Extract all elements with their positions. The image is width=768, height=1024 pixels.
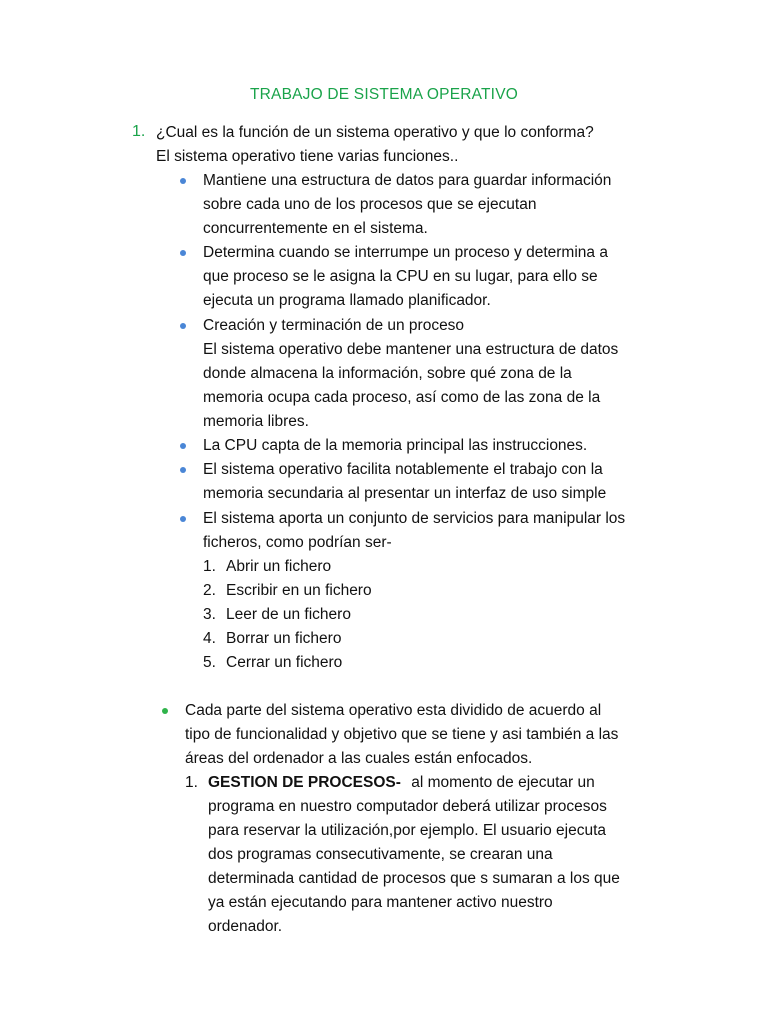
gestion-line: ordenador. <box>208 918 283 935</box>
bullet-5-line-2: memoria secundaria al presentar un interfaz de uso simple <box>203 485 607 502</box>
bullet-2-line-1: Determina cuando se interrumpe un proceso y determina a <box>203 244 608 261</box>
file-op-text: Cerrar un fichero <box>226 654 343 671</box>
bullet-dot <box>180 516 186 522</box>
file-op-text: Escribir en un fichero <box>226 582 372 599</box>
file-op-number: 1. <box>203 558 216 575</box>
bullet-dot <box>180 467 186 473</box>
question-number: 1. <box>132 123 146 140</box>
bullet-3-line-5: memoria libres. <box>203 413 309 430</box>
bullet-1-line-2: sobre cada uno de los procesos que se ejecutan <box>203 196 537 213</box>
gestion-line: programa en nuestro computador deberá utilizar procesos <box>208 798 607 815</box>
bullet-3-line-1: Creación y terminación de un proceso <box>203 317 465 334</box>
file-op-number: 3. <box>203 606 216 623</box>
gestion-line: dos programas consecutivamente, se crearan una <box>208 846 553 863</box>
part-bullet-line-1: Cada parte del sistema operativo esta dividido de acuerdo al <box>185 702 602 719</box>
bullet-dot <box>180 178 186 184</box>
file-op-text: Leer de un fichero <box>226 606 351 623</box>
file-op-number: 5. <box>203 654 216 671</box>
question-intro: El sistema operativo tiene varias funciones.. <box>156 148 459 165</box>
bullet-dot <box>180 443 186 449</box>
file-op-text: Abrir un fichero <box>226 558 332 575</box>
bullet-6-line-1: El sistema aporta un conjunto de servicios para manipular los <box>203 510 626 527</box>
gestion-line: determinada cantidad de procesos que s sumaran a los que <box>208 870 620 887</box>
file-op-text: Borrar un fichero <box>226 630 342 647</box>
bullet-4-line-1: La CPU capta de la memoria principal las instrucciones. <box>203 437 588 454</box>
bullet-dot <box>180 250 186 256</box>
file-op-number: 2. <box>203 582 216 599</box>
gestion-number: 1. <box>185 774 198 791</box>
bullet-5-line-1: El sistema operativo facilita notablemente el trabajo con la <box>203 461 603 478</box>
bullet-1-line-1: Mantiene una estructura de datos para guardar información <box>203 172 612 189</box>
gestion-heading: GESTION DE PROCESOS- <box>208 774 401 791</box>
bullet-2-line-2: que proceso se le asigna la CPU en su lugar, para ello se <box>203 268 598 285</box>
document-title: TRABAJO DE SISTEMA OPERATIVO <box>249 86 518 103</box>
gestion-first-line-rest: al momento de ejecutar un <box>411 774 595 791</box>
gestion-line: ya están ejecutando para mantener activo nuestro <box>208 894 553 911</box>
bullet-1-line-3: concurrentemente en el sistema. <box>203 220 428 237</box>
gestion-first-line <box>208 771 595 795</box>
question-text: ¿Cual es la función de un sistema operativo y que lo conforma? <box>156 124 594 141</box>
bullet-6-line-2: ficheros, como podrían ser- <box>203 534 392 551</box>
part-bullet-line-3: áreas del ordenador a las cuales están enfocados. <box>185 750 533 767</box>
bullet-3-line-2: El sistema operativo debe mantener una estructura de datos <box>203 341 619 358</box>
bullet-3-line-4: memoria ocupa cada proceso, así como de las zona de la <box>203 389 601 406</box>
gestion-line: para reservar la utilización,por ejemplo. El usuario ejecuta <box>208 822 607 839</box>
file-op-number: 4. <box>203 630 216 647</box>
bullet-3-line-3: donde almacena la información, sobre qué zona de la <box>203 365 572 382</box>
bullet-dot <box>180 323 186 329</box>
bullet-dot <box>162 708 168 714</box>
part-bullet-line-2: tipo de funcionalidad y objetivo que se tiene y asi también a las <box>185 726 619 743</box>
bullet-2-line-3: ejecuta un programa llamado planificador. <box>203 292 491 309</box>
